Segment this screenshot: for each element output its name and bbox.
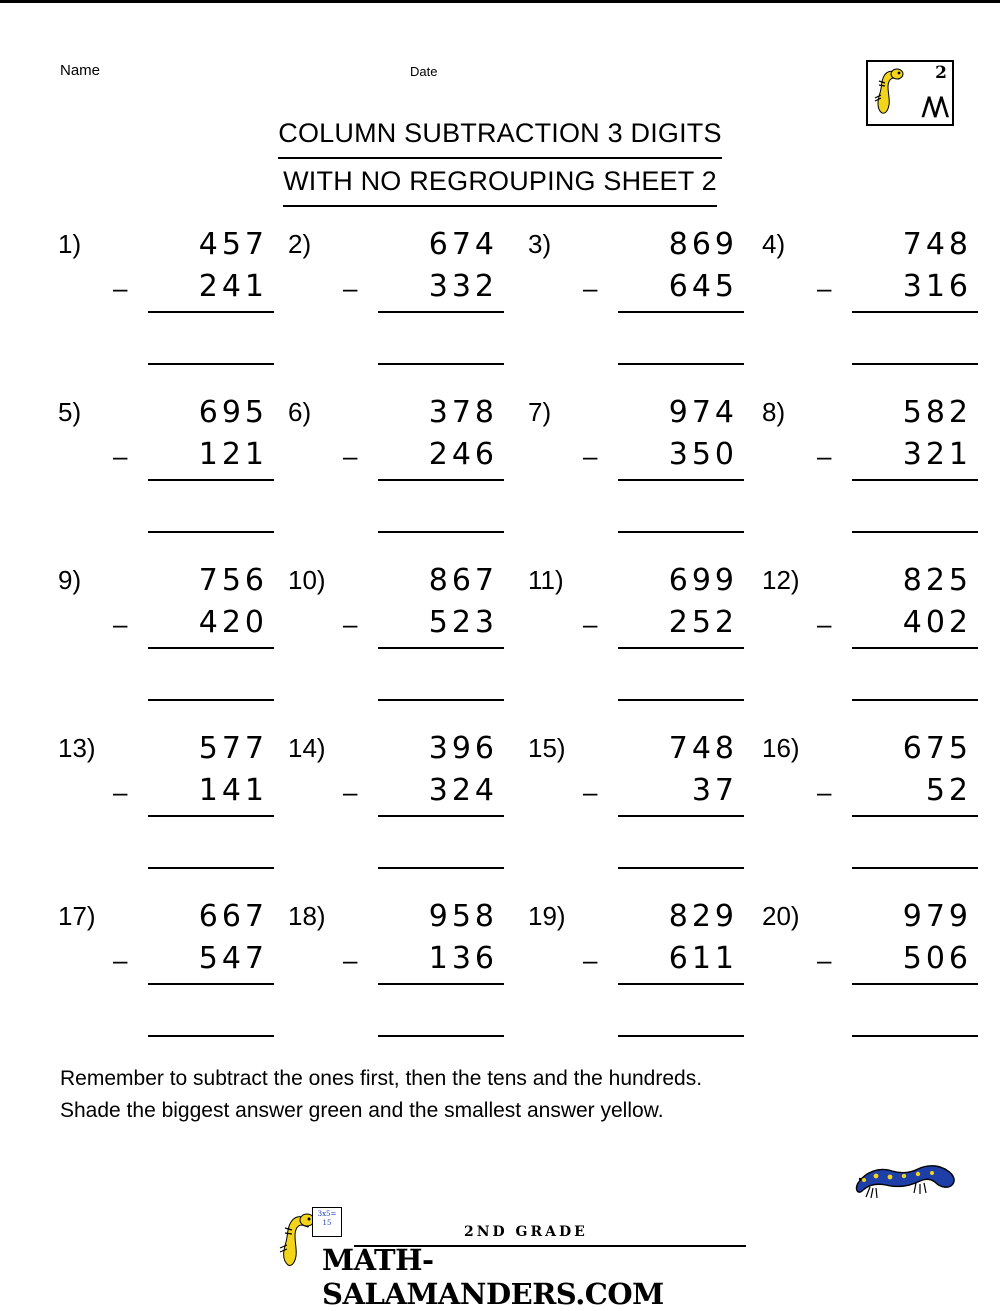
- problem-20: [762, 887, 992, 1047]
- operator: –: [817, 945, 832, 975]
- subtrahend: 321: [902, 437, 972, 472]
- answer-rule[interactable]: [618, 699, 744, 701]
- problem-number: 16): [762, 733, 800, 763]
- operator: –: [583, 441, 598, 471]
- operand-rule: [148, 815, 274, 817]
- operator: –: [113, 777, 128, 807]
- operator: –: [113, 609, 128, 639]
- operator: –: [343, 441, 358, 471]
- minuend: 748: [668, 731, 738, 766]
- answer-rule[interactable]: [618, 531, 744, 533]
- problem-row: [0, 719, 1000, 887]
- problem-number: 4): [762, 229, 786, 259]
- answer-rule[interactable]: [618, 867, 744, 869]
- subtrahend: 547: [198, 941, 268, 976]
- minuend: 825: [902, 563, 972, 598]
- problem-1: [58, 215, 288, 375]
- site-branding[interactable]: [276, 1207, 746, 1311]
- answer-rule[interactable]: [148, 531, 274, 533]
- operator: –: [343, 273, 358, 303]
- problem-10: [288, 551, 518, 711]
- answer-rule[interactable]: [852, 867, 978, 869]
- subtrahend: 506: [902, 941, 972, 976]
- problem-row: [0, 551, 1000, 719]
- subtrahend: 52: [925, 773, 972, 808]
- minuend: 582: [902, 395, 972, 430]
- math-card-icon: [312, 1207, 342, 1237]
- problem-row: [0, 383, 1000, 551]
- instruction-line-2: Shade the biggest answer green and the smallest answer yellow.: [60, 1099, 664, 1122]
- instruction-line-1: Remember to subtract the ones first, then the tens and the hundreds.: [60, 1067, 703, 1090]
- subtrahend: 121: [198, 437, 268, 472]
- answer-rule[interactable]: [378, 363, 504, 365]
- minuend: 667: [198, 899, 268, 934]
- answer-rule[interactable]: [378, 867, 504, 869]
- answer-rule[interactable]: [148, 363, 274, 365]
- subtrahend: 324: [428, 773, 498, 808]
- operand-rule: [148, 983, 274, 985]
- problem-14: [288, 719, 518, 879]
- problem-number: 7): [528, 397, 552, 427]
- problem-number: 15): [528, 733, 566, 763]
- name-field-label: Name: [60, 62, 101, 79]
- problem-19: [528, 887, 758, 1047]
- operand-rule: [852, 647, 978, 649]
- minuend: 396: [428, 731, 498, 766]
- problem-number: 14): [288, 733, 326, 763]
- operand-rule: [148, 647, 274, 649]
- math-card-line-2: 15: [322, 1219, 332, 1227]
- minuend: 869: [668, 227, 738, 262]
- minuend: 829: [668, 899, 738, 934]
- problem-number: 8): [762, 397, 786, 427]
- salamander-logo-mark: /\/\: [921, 92, 946, 121]
- problem-number: 17): [58, 901, 96, 931]
- problem-number: 1): [58, 229, 82, 259]
- answer-rule[interactable]: [148, 1035, 274, 1037]
- problem-11: [528, 551, 758, 711]
- problem-number: 18): [288, 901, 326, 931]
- operator: –: [817, 273, 832, 303]
- operator: –: [343, 945, 358, 975]
- problem-row: [0, 215, 1000, 383]
- operand-rule: [148, 479, 274, 481]
- operator: –: [113, 441, 128, 471]
- date-field-label: Date: [410, 64, 438, 79]
- subtrahend: 136: [428, 941, 498, 976]
- subtrahend: 252: [668, 605, 738, 640]
- minuend: 958: [428, 899, 498, 934]
- problem-number: 12): [762, 565, 800, 595]
- operator: –: [583, 273, 598, 303]
- operand-rule: [148, 311, 274, 313]
- operand-rule: [378, 311, 504, 313]
- operator: –: [817, 777, 832, 807]
- answer-rule[interactable]: [852, 363, 978, 365]
- minuend: 577: [198, 731, 268, 766]
- subtrahend: 350: [668, 437, 738, 472]
- operand-rule: [618, 983, 744, 985]
- answer-rule[interactable]: [852, 1035, 978, 1037]
- problem-number: 13): [58, 733, 96, 763]
- problem-number: 9): [58, 565, 82, 595]
- problem-13: [58, 719, 288, 879]
- operand-rule: [378, 479, 504, 481]
- math-card-line-1: 3x5=: [317, 1210, 337, 1218]
- subtrahend: 645: [668, 269, 738, 304]
- problem-12: [762, 551, 992, 711]
- answer-rule[interactable]: [148, 699, 274, 701]
- subtrahend: 141: [198, 773, 268, 808]
- answer-rule[interactable]: [618, 363, 744, 365]
- answer-rule[interactable]: [618, 1035, 744, 1037]
- subtrahend: 241: [198, 269, 268, 304]
- page-title-line-1: COLUMN SUBTRACTION 3 DIGITS: [278, 111, 721, 159]
- problem-number: 5): [58, 397, 82, 427]
- operand-rule: [618, 815, 744, 817]
- minuend: 378: [428, 395, 498, 430]
- operator: –: [583, 777, 598, 807]
- subtrahend: 402: [902, 605, 972, 640]
- operator: –: [583, 609, 598, 639]
- operand-rule: [618, 311, 744, 313]
- problem-number: 11): [528, 565, 564, 595]
- problem-5: [58, 383, 288, 543]
- instructions: [60, 1063, 940, 1127]
- problem-2: [288, 215, 518, 375]
- minuend: 457: [198, 227, 268, 262]
- grade-number: 2: [935, 63, 947, 83]
- minuend: 695: [198, 395, 268, 430]
- operand-rule: [378, 815, 504, 817]
- grade-badge: [866, 60, 954, 126]
- problem-4: [762, 215, 992, 375]
- problem-number: 6): [288, 397, 312, 427]
- operand-rule: [852, 479, 978, 481]
- problem-8: [762, 383, 992, 543]
- minuend: 756: [198, 563, 268, 598]
- problem-number: 2): [288, 229, 312, 259]
- minuend: 867: [428, 563, 498, 598]
- minuend: 674: [428, 227, 498, 262]
- problem-number: 20): [762, 901, 800, 931]
- subtrahend: 523: [428, 605, 498, 640]
- problem-number: 3): [528, 229, 552, 259]
- page-title-line-2: WITH NO REGROUPING SHEET 2: [283, 159, 717, 207]
- subtrahend: 420: [198, 605, 268, 640]
- operand-rule: [618, 647, 744, 649]
- problem-number: 19): [528, 901, 566, 931]
- operator: –: [113, 945, 128, 975]
- operator: –: [343, 777, 358, 807]
- minuend: 974: [668, 395, 738, 430]
- operand-rule: [852, 311, 978, 313]
- problem-6: [288, 383, 518, 543]
- minuend: 748: [902, 227, 972, 262]
- lizard-decoration-icon: [840, 1143, 960, 1213]
- problem-18: [288, 887, 518, 1047]
- subtrahend: 316: [902, 269, 972, 304]
- operator: –: [343, 609, 358, 639]
- answer-rule[interactable]: [378, 531, 504, 533]
- page-title: [0, 111, 1000, 207]
- problem-7: [528, 383, 758, 543]
- problem-15: [528, 719, 758, 879]
- operand-rule: [852, 815, 978, 817]
- subtrahend: 332: [428, 269, 498, 304]
- operator: –: [817, 441, 832, 471]
- subtrahend: 246: [428, 437, 498, 472]
- operator: –: [583, 945, 598, 975]
- answer-rule[interactable]: [378, 699, 504, 701]
- minuend: 979: [902, 899, 972, 934]
- problem-9: [58, 551, 288, 711]
- problem-16: [762, 719, 992, 879]
- answer-rule[interactable]: [852, 531, 978, 533]
- footer-site-url[interactable]: MATH-SALAMANDERS.COM: [322, 1243, 664, 1311]
- subtrahend: 37: [691, 773, 738, 808]
- minuend: 675: [902, 731, 972, 766]
- operand-rule: [378, 647, 504, 649]
- operand-rule: [378, 983, 504, 985]
- answer-rule[interactable]: [378, 1035, 504, 1037]
- problem-3: [528, 215, 758, 375]
- answer-rule[interactable]: [148, 867, 274, 869]
- subtrahend: 611: [668, 941, 738, 976]
- footer-grade-text: 2ND GRADE: [464, 1224, 588, 1240]
- salamander-icon: [872, 65, 910, 117]
- operand-rule: [618, 479, 744, 481]
- minuend: 699: [668, 563, 738, 598]
- problem-number: 10): [288, 565, 326, 595]
- problem-17: [58, 887, 288, 1047]
- answer-rule[interactable]: [852, 699, 978, 701]
- problem-grid: [0, 215, 1000, 1055]
- problem-row: [0, 887, 1000, 1055]
- operand-rule: [852, 983, 978, 985]
- operator: –: [113, 273, 128, 303]
- operator: –: [817, 609, 832, 639]
